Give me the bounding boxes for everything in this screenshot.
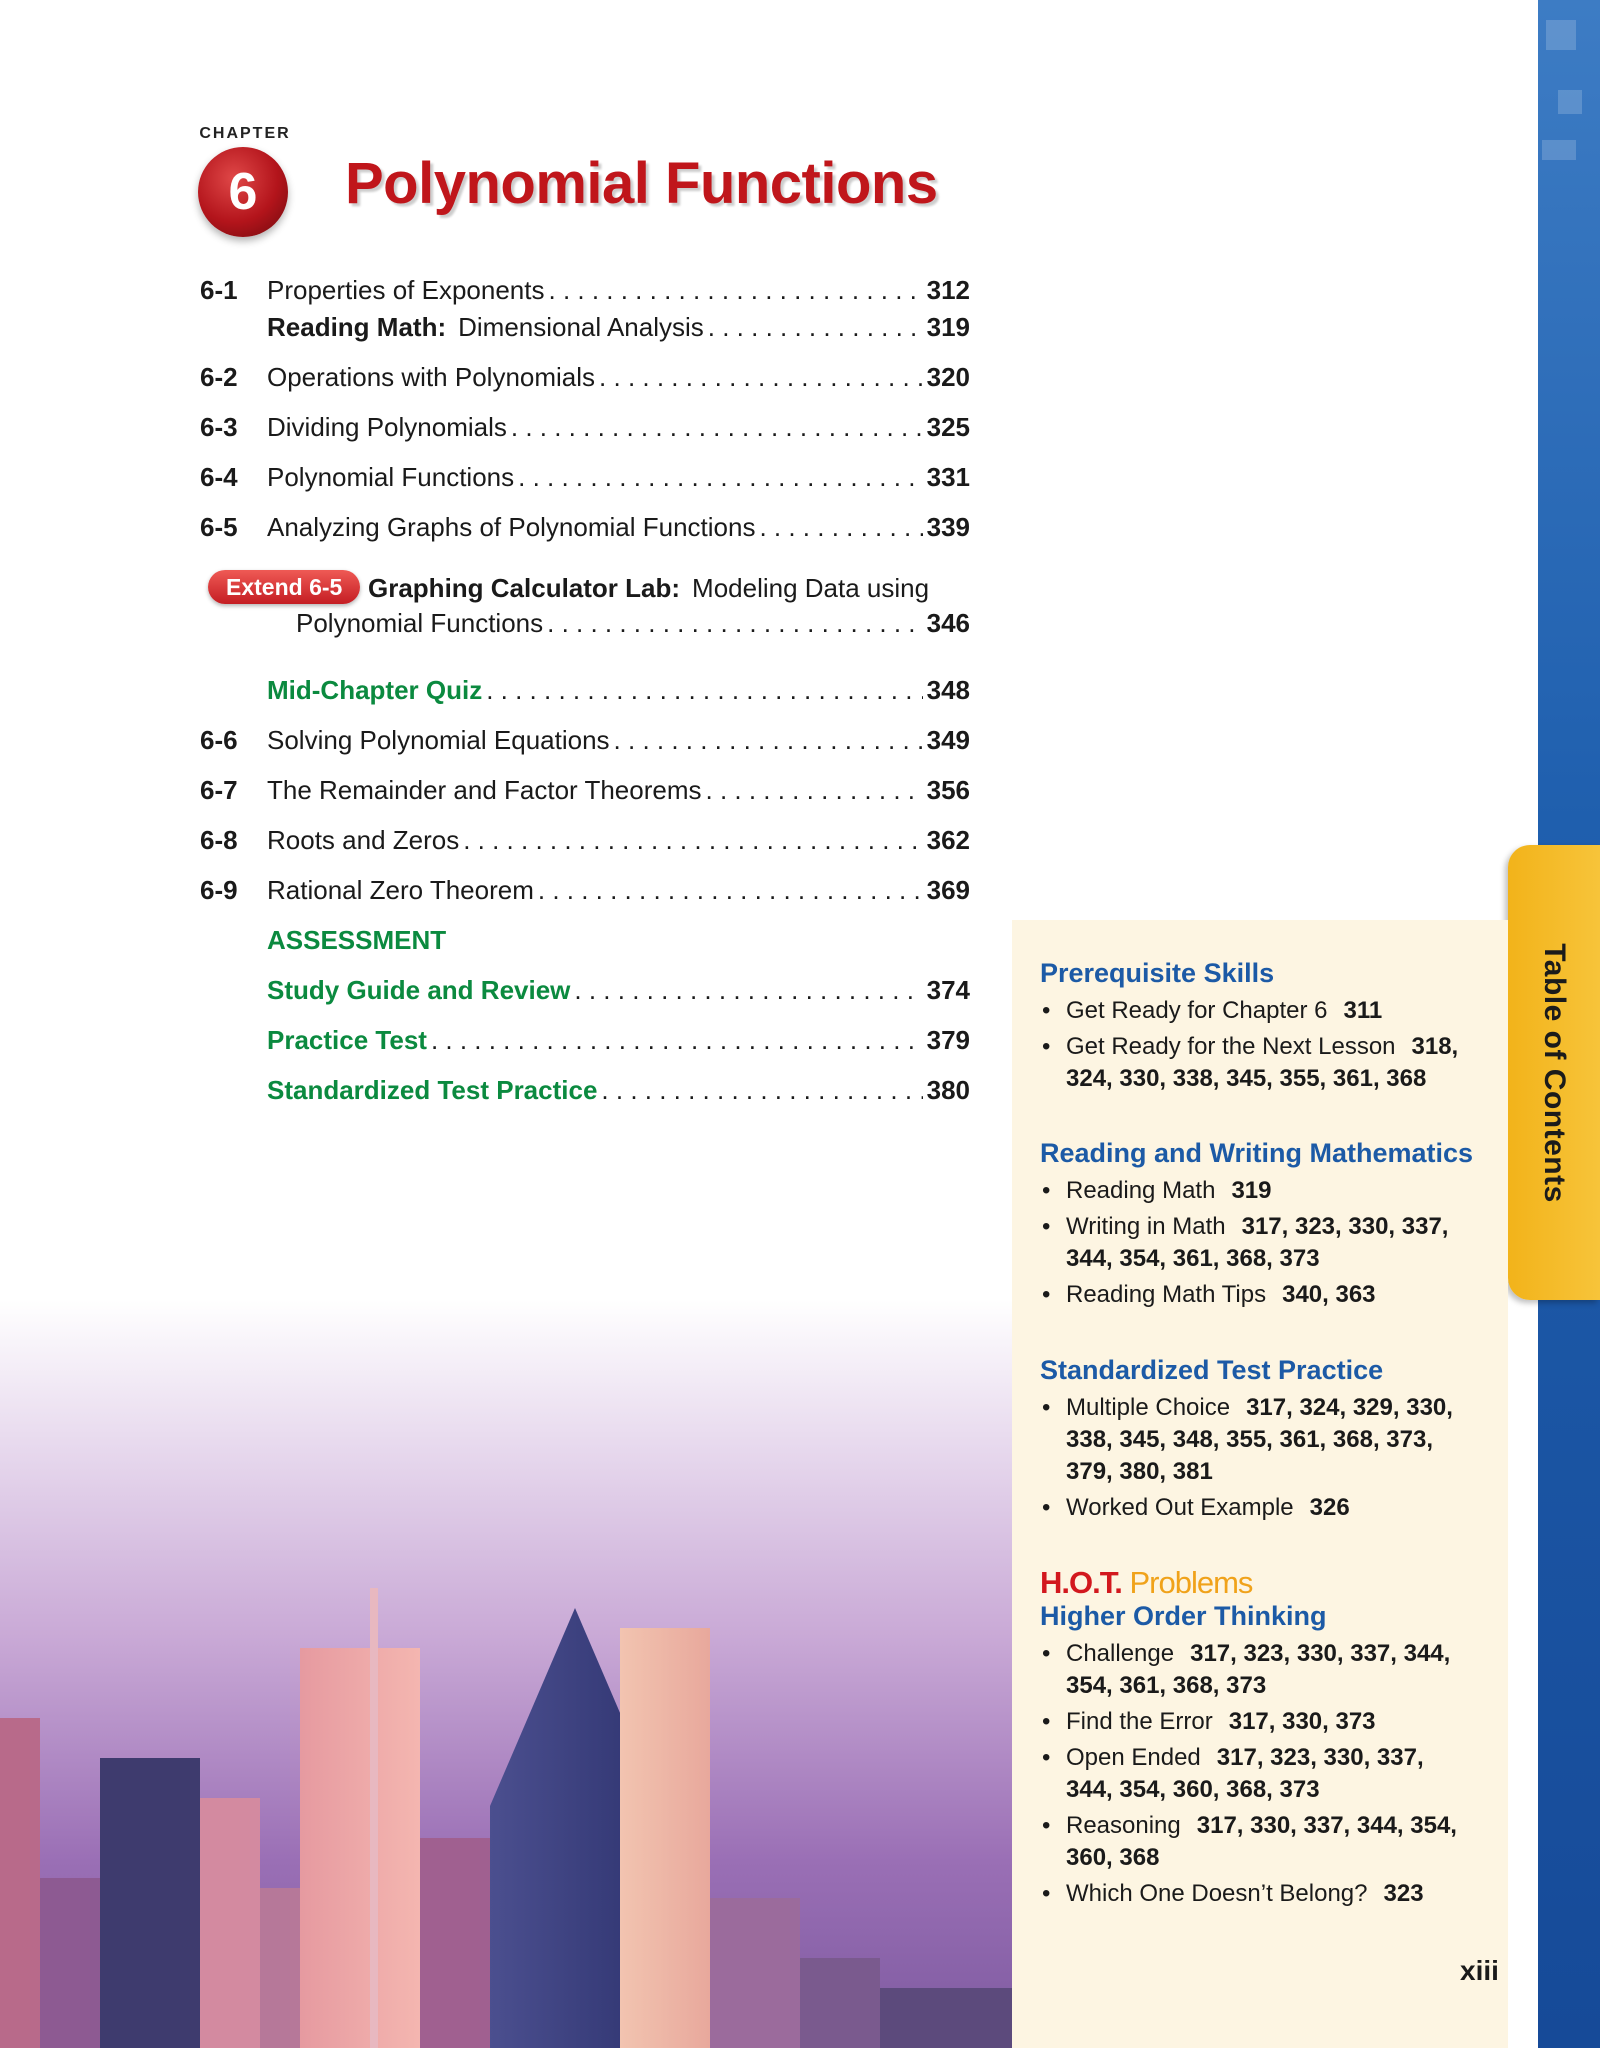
list-item[interactable] <box>1040 1810 1490 1874</box>
chapter-number: 6 <box>228 163 258 221</box>
toc-entry <box>368 570 970 606</box>
list-item[interactable] <box>1040 1211 1490 1275</box>
toc-row[interactable] <box>200 1072 970 1108</box>
item-label: Get Ready for Chapter 6 <box>1066 997 1328 1024</box>
toc-row-lesson[interactable] <box>200 359 970 395</box>
item-pages: 340, 363 <box>1282 1281 1376 1308</box>
extend-badge: Extend 6-5 <box>208 570 360 604</box>
hot-logo-text: H.O.T. <box>1040 1565 1122 1600</box>
item-label: Find the Error <box>1066 1708 1213 1735</box>
list-item[interactable] <box>1040 1706 1490 1738</box>
entry-title: ASSESSMENT <box>267 925 447 955</box>
item-pages: 317, 330, 337, 344, 354, <box>1196 1812 1457 1839</box>
city-skyline-image <box>0 1300 1012 2048</box>
toc-entry <box>267 722 970 758</box>
item-pages: 317, 323, 330, 337, 344, <box>1190 1640 1451 1667</box>
section-heading: Reading and Writing Mathematics <box>1040 1138 1474 1168</box>
bullet-list <box>1040 1638 1490 1910</box>
item-label: Reading Math <box>1066 1177 1216 1204</box>
reading-writing-section <box>1040 1138 1490 1315</box>
item-label: Get Ready for the Next Lesson <box>1066 1033 1396 1060</box>
leader-dots <box>511 409 923 445</box>
list-item[interactable] <box>1040 1742 1490 1806</box>
item-label: Multiple Choice <box>1066 1394 1231 1421</box>
item-pages: 317, 324, 329, 330, <box>1246 1394 1453 1421</box>
features-panel <box>1012 920 1508 2048</box>
bullet-list <box>1040 1392 1490 1524</box>
toc-entry <box>267 922 970 958</box>
lesson-number: 6-5 <box>200 512 238 542</box>
leader-dots <box>549 272 923 308</box>
toc-row-lesson[interactable] <box>200 409 970 445</box>
item-pages-cont: 324, 330, 338, 345, 355, 361, 368 <box>1066 1065 1427 1092</box>
entry-title: Roots and Zeros <box>267 825 460 855</box>
toc-entry <box>267 409 970 445</box>
entry-title: Polynomial Functions <box>296 608 544 638</box>
item-label: Open Ended <box>1066 1744 1201 1771</box>
toc-row[interactable] <box>200 309 970 345</box>
entry-page: 312 <box>926 275 970 305</box>
leader-dots <box>538 872 923 908</box>
item-pages: 317, 330, 373 <box>1228 1708 1376 1735</box>
table-of-contents-tab[interactable] <box>1508 845 1600 1300</box>
entry-page: 379 <box>926 1025 970 1055</box>
leader-dots <box>599 359 923 395</box>
entry-page: 348 <box>926 675 970 705</box>
list-item[interactable] <box>1040 1175 1490 1207</box>
toc-entry <box>267 672 970 708</box>
leader-dots <box>759 509 922 545</box>
item-pages: 323 <box>1383 1880 1424 1907</box>
item-label: Reasoning <box>1066 1812 1181 1839</box>
leader-dots <box>706 772 923 808</box>
toc-row-lesson[interactable] <box>200 272 970 308</box>
prerequisite-skills-section <box>1040 958 1490 1099</box>
entry-page: 331 <box>926 462 970 492</box>
leader-dots <box>574 972 922 1008</box>
toc-entry <box>267 1022 970 1058</box>
list-item[interactable] <box>1040 1392 1490 1488</box>
toc-row-extend[interactable] <box>200 570 970 606</box>
toc-entry <box>296 605 970 641</box>
item-label: Worked Out Example <box>1066 1494 1294 1521</box>
bullet-list <box>1040 1175 1490 1311</box>
toc-entry <box>267 459 970 495</box>
item-pages: 318, <box>1411 1033 1459 1060</box>
entry-page: 346 <box>926 608 970 638</box>
entry-title: Modeling Data using <box>692 573 930 603</box>
toc-row-lesson[interactable] <box>200 772 970 808</box>
item-pages-cont: 338, 345, 348, 355, 361, 368, 373, <box>1066 1426 1433 1453</box>
toc-entry <box>267 1072 970 1108</box>
entry-bold-label: Graphing Calculator Lab: <box>368 573 681 603</box>
toc-entry <box>267 359 970 395</box>
section-heading: Standardized Test Practice <box>1040 1355 1384 1385</box>
list-item[interactable] <box>1040 1031 1490 1095</box>
chapter-number-circle <box>198 147 288 237</box>
lesson-number: 6-2 <box>200 362 238 392</box>
entry-title: Practice Test <box>267 1025 427 1055</box>
toc-row[interactable] <box>200 1022 970 1058</box>
item-pages-cont: 379, 380, 381 <box>1066 1458 1213 1485</box>
item-label: Challenge <box>1066 1640 1175 1667</box>
item-pages: 311 <box>1343 997 1383 1024</box>
leader-dots <box>431 1022 923 1058</box>
lesson-number: 6-4 <box>200 462 238 492</box>
leader-dots <box>601 1072 922 1108</box>
entry-title: Study Guide and Review <box>267 975 571 1005</box>
entry-title: Mid-Chapter Quiz <box>267 675 483 705</box>
toc-row-lesson[interactable] <box>200 459 970 495</box>
toc-entry <box>267 509 970 545</box>
leader-dots <box>486 672 922 708</box>
problems-logo-text: Problems <box>1129 1565 1253 1600</box>
entry-title: Operations with Polynomials <box>267 362 596 392</box>
entry-title: Polynomial Functions <box>267 462 515 492</box>
entry-page: 362 <box>926 825 970 855</box>
item-pages: 317, 323, 330, 337, <box>1216 1744 1424 1771</box>
lesson-number: 6-6 <box>200 725 238 755</box>
item-pages: 319 <box>1231 1177 1272 1204</box>
item-pages-cont: 344, 354, 360, 368, 373 <box>1066 1776 1320 1803</box>
item-pages: 326 <box>1309 1494 1350 1521</box>
lesson-number: 6-8 <box>200 825 238 855</box>
entry-page: 369 <box>926 875 970 905</box>
leader-dots <box>614 722 923 758</box>
entry-page: 374 <box>926 975 970 1005</box>
leader-dots <box>518 459 922 495</box>
lesson-number: 6-7 <box>200 775 238 805</box>
leader-dots <box>708 309 923 345</box>
entry-title: Rational Zero Theorem <box>267 875 534 905</box>
list-item[interactable] <box>1040 1878 1490 1910</box>
page-number: xiii <box>1460 1955 1499 1986</box>
entry-page: 356 <box>926 775 970 805</box>
entry-title: Dividing Polynomials <box>267 412 507 442</box>
entry-title: Standardized Test Practice <box>267 1075 598 1105</box>
toc-entry <box>267 772 970 808</box>
toc-entry <box>267 309 970 345</box>
chapter-badge <box>190 125 300 240</box>
item-label: Which One Doesn’t Belong? <box>1066 1880 1368 1907</box>
leader-dots <box>463 822 922 858</box>
toc-row[interactable] <box>200 672 970 708</box>
section-heading: Higher Order Thinking <box>1040 1601 1327 1631</box>
list-item[interactable] <box>1040 1279 1490 1311</box>
list-item[interactable] <box>1040 1638 1490 1702</box>
toc-entry <box>267 272 970 308</box>
entry-title: The Remainder and Factor Theorems <box>267 775 702 805</box>
lesson-number: 6-3 <box>200 412 238 442</box>
toc-tab-label: Table of Contents <box>1538 942 1571 1203</box>
toc-entry <box>267 822 970 858</box>
lesson-number: 6-1 <box>200 275 238 305</box>
standardized-test-section <box>1040 1355 1490 1528</box>
entry-title: Dimensional Analysis <box>458 312 704 342</box>
item-pages-cont: 354, 361, 368, 373 <box>1066 1672 1267 1699</box>
entry-page: 349 <box>926 725 970 755</box>
entry-page: 320 <box>926 362 970 392</box>
entry-page: 380 <box>926 1075 970 1105</box>
toc-row-lesson[interactable] <box>200 822 970 858</box>
item-pages-cont: 344, 354, 361, 368, 373 <box>1066 1245 1320 1272</box>
entry-title: Analyzing Graphs of Polynomial Functions <box>267 512 756 542</box>
toc-entry <box>267 872 970 908</box>
list-item[interactable] <box>1040 995 1490 1027</box>
chapter-title: Polynomial Functions <box>345 151 938 216</box>
entry-title: Solving Polynomial Equations <box>267 725 610 755</box>
item-pages: 317, 323, 330, 337, <box>1241 1213 1449 1240</box>
list-item[interactable] <box>1040 1492 1490 1524</box>
section-heading: Prerequisite Skills <box>1040 958 1275 988</box>
chapter-label: CHAPTER <box>199 125 291 142</box>
entry-page: 319 <box>926 312 970 342</box>
toc-row-extend-cont[interactable] <box>200 605 970 641</box>
hot-problems-section <box>1040 1565 1490 1914</box>
leader-dots <box>547 605 922 641</box>
toc-row[interactable] <box>200 972 970 1008</box>
lesson-number: 6-9 <box>200 875 238 905</box>
item-pages-cont: 360, 368 <box>1066 1844 1160 1871</box>
entry-bold-label: Reading Math: <box>267 312 447 342</box>
hot-problems-logo <box>1040 1565 1490 1601</box>
item-label: Writing in Math <box>1066 1213 1226 1240</box>
toc-row <box>200 922 970 958</box>
entry-page: 339 <box>926 512 970 542</box>
bullet-list <box>1040 995 1490 1095</box>
toc-row-lesson[interactable] <box>200 722 970 758</box>
toc-row-lesson[interactable] <box>200 872 970 908</box>
item-label: Reading Math Tips <box>1066 1281 1267 1308</box>
toc-entry <box>267 972 970 1008</box>
entry-title: Properties of Exponents <box>267 275 545 305</box>
toc-row-lesson[interactable] <box>200 509 970 545</box>
entry-page: 325 <box>926 412 970 442</box>
